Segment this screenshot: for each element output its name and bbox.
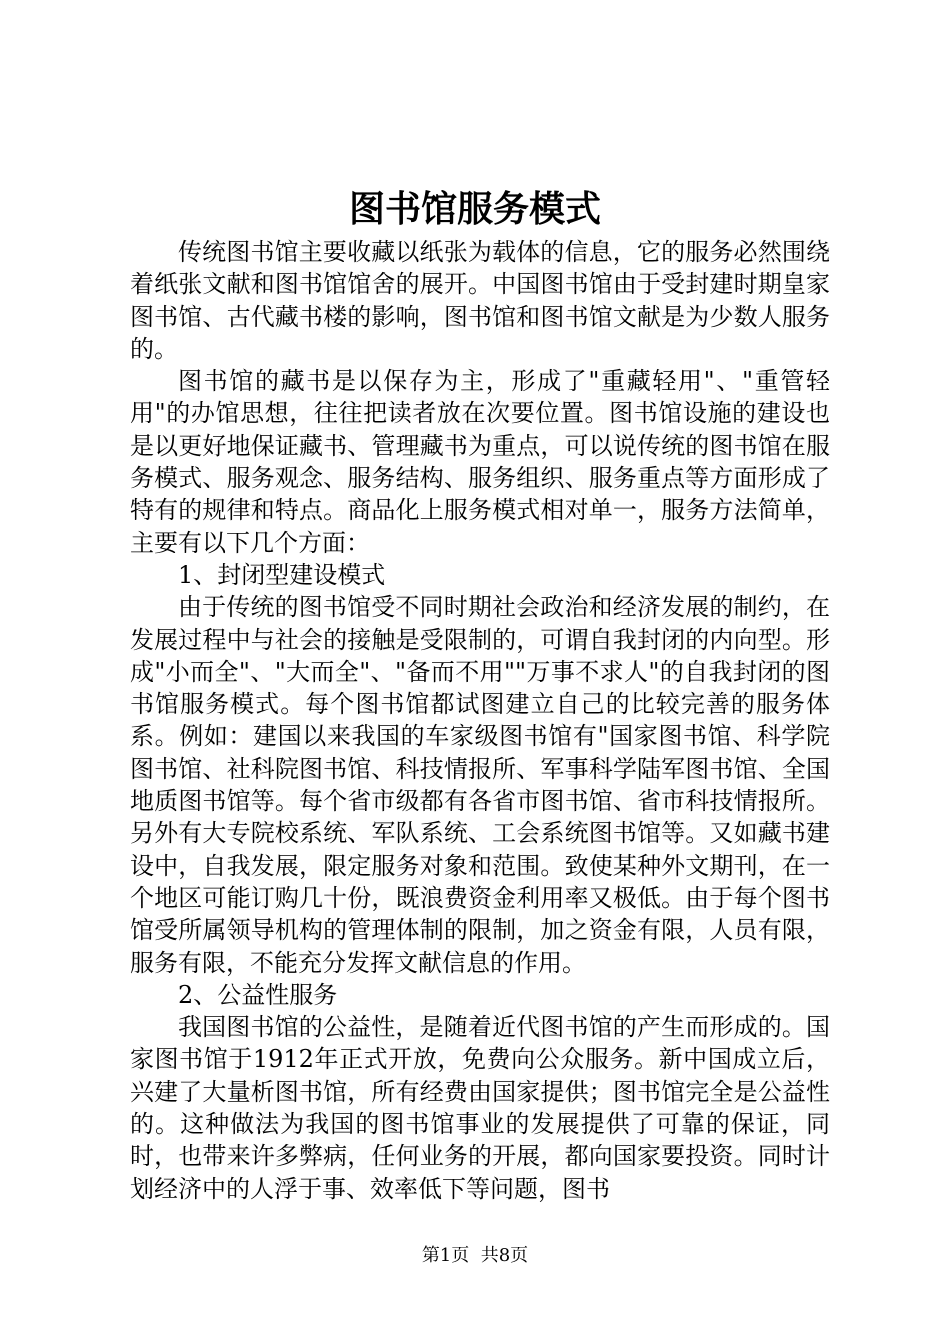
paragraph-1: 传统图书馆主要收藏以纸张为载体的信息，它的服务必然围绕着纸张文献和图书馆馆舍的展开。中国图书馆由于受封建时期皇家图书馆、古代藏书楼的影响，图书馆和图书馆文献是为少数人服务的。 <box>130 238 830 363</box>
document-title: 图书馆服务模式 <box>348 188 601 230</box>
paragraph-3: 由于传统的图书馆受不同时期社会政治和经济发展的制约，在发展过程中与社会的接触是受限制的，可谓自我封闭的内向型。形成"小而全"、"大而全"、"备而不用""万事不求人"的自我封闭的图书馆服务模式。每个图书馆都试图建立自己的比较完善的服务体系。例如：建国以来我国的车家级图书馆有"国家图书馆、科学院图书馆、社科院图书馆、科技情报所、军事科学陆军图书馆、全国地质图书馆等。每个省市级都有各省市图书馆、省市科技情报所。另外有大专院校系统、军队系统、工会系统图书馆等。又如藏书建设中，自我发展，限定服务对象和范围。致使某种外文期刊，在一个地区可能订购几十份，既浪费资金利用率又极低。由于每个图书馆受所属领导机构的管理体制的限制，加之资金有限，人员有限，服务有限，不能充分发挥文献信息的作用。 <box>130 593 830 977</box>
page-number-label: 第1页 共8页 <box>421 1245 529 1266</box>
paragraph-4: 我国图书馆的公益性，是随着近代图书馆的产生而形成的。国家图书馆于1912年正式开放，免费向公众服务。新中国成立后，兴建了大量析图书馆，所有经费由国家提供；图书馆完全是公益性的。这种做法为我国的图书馆事业的发展提供了可靠的保证，同时，也带来许多弊病，任何业务的开展，都向国家要投资。同时计划经济中的人浮于事、效率低下等问题，图书 <box>130 1013 830 1203</box>
section-heading-2: 2、公益性服务 <box>178 980 338 1009</box>
section-heading-1: 1、封闭型建设模式 <box>178 560 386 589</box>
page-footer <box>0 1244 950 1268</box>
document-body <box>130 236 830 1205</box>
paragraph-2: 图书馆的藏书是以保存为主，形成了"重藏轻用"、"重管轻用"的办馆思想，往往把读者放在次要位置。图书馆设施的建设也是以更好地保证藏书、管理藏书为重点，可以说传统的图书馆在服务模式、服务观念、服务结构、服务组织、服务重点等方面形成了特有的规律和特点。商品化上服务模式相对单一，服务方法简单，主要有以下几个方面： <box>130 367 830 557</box>
